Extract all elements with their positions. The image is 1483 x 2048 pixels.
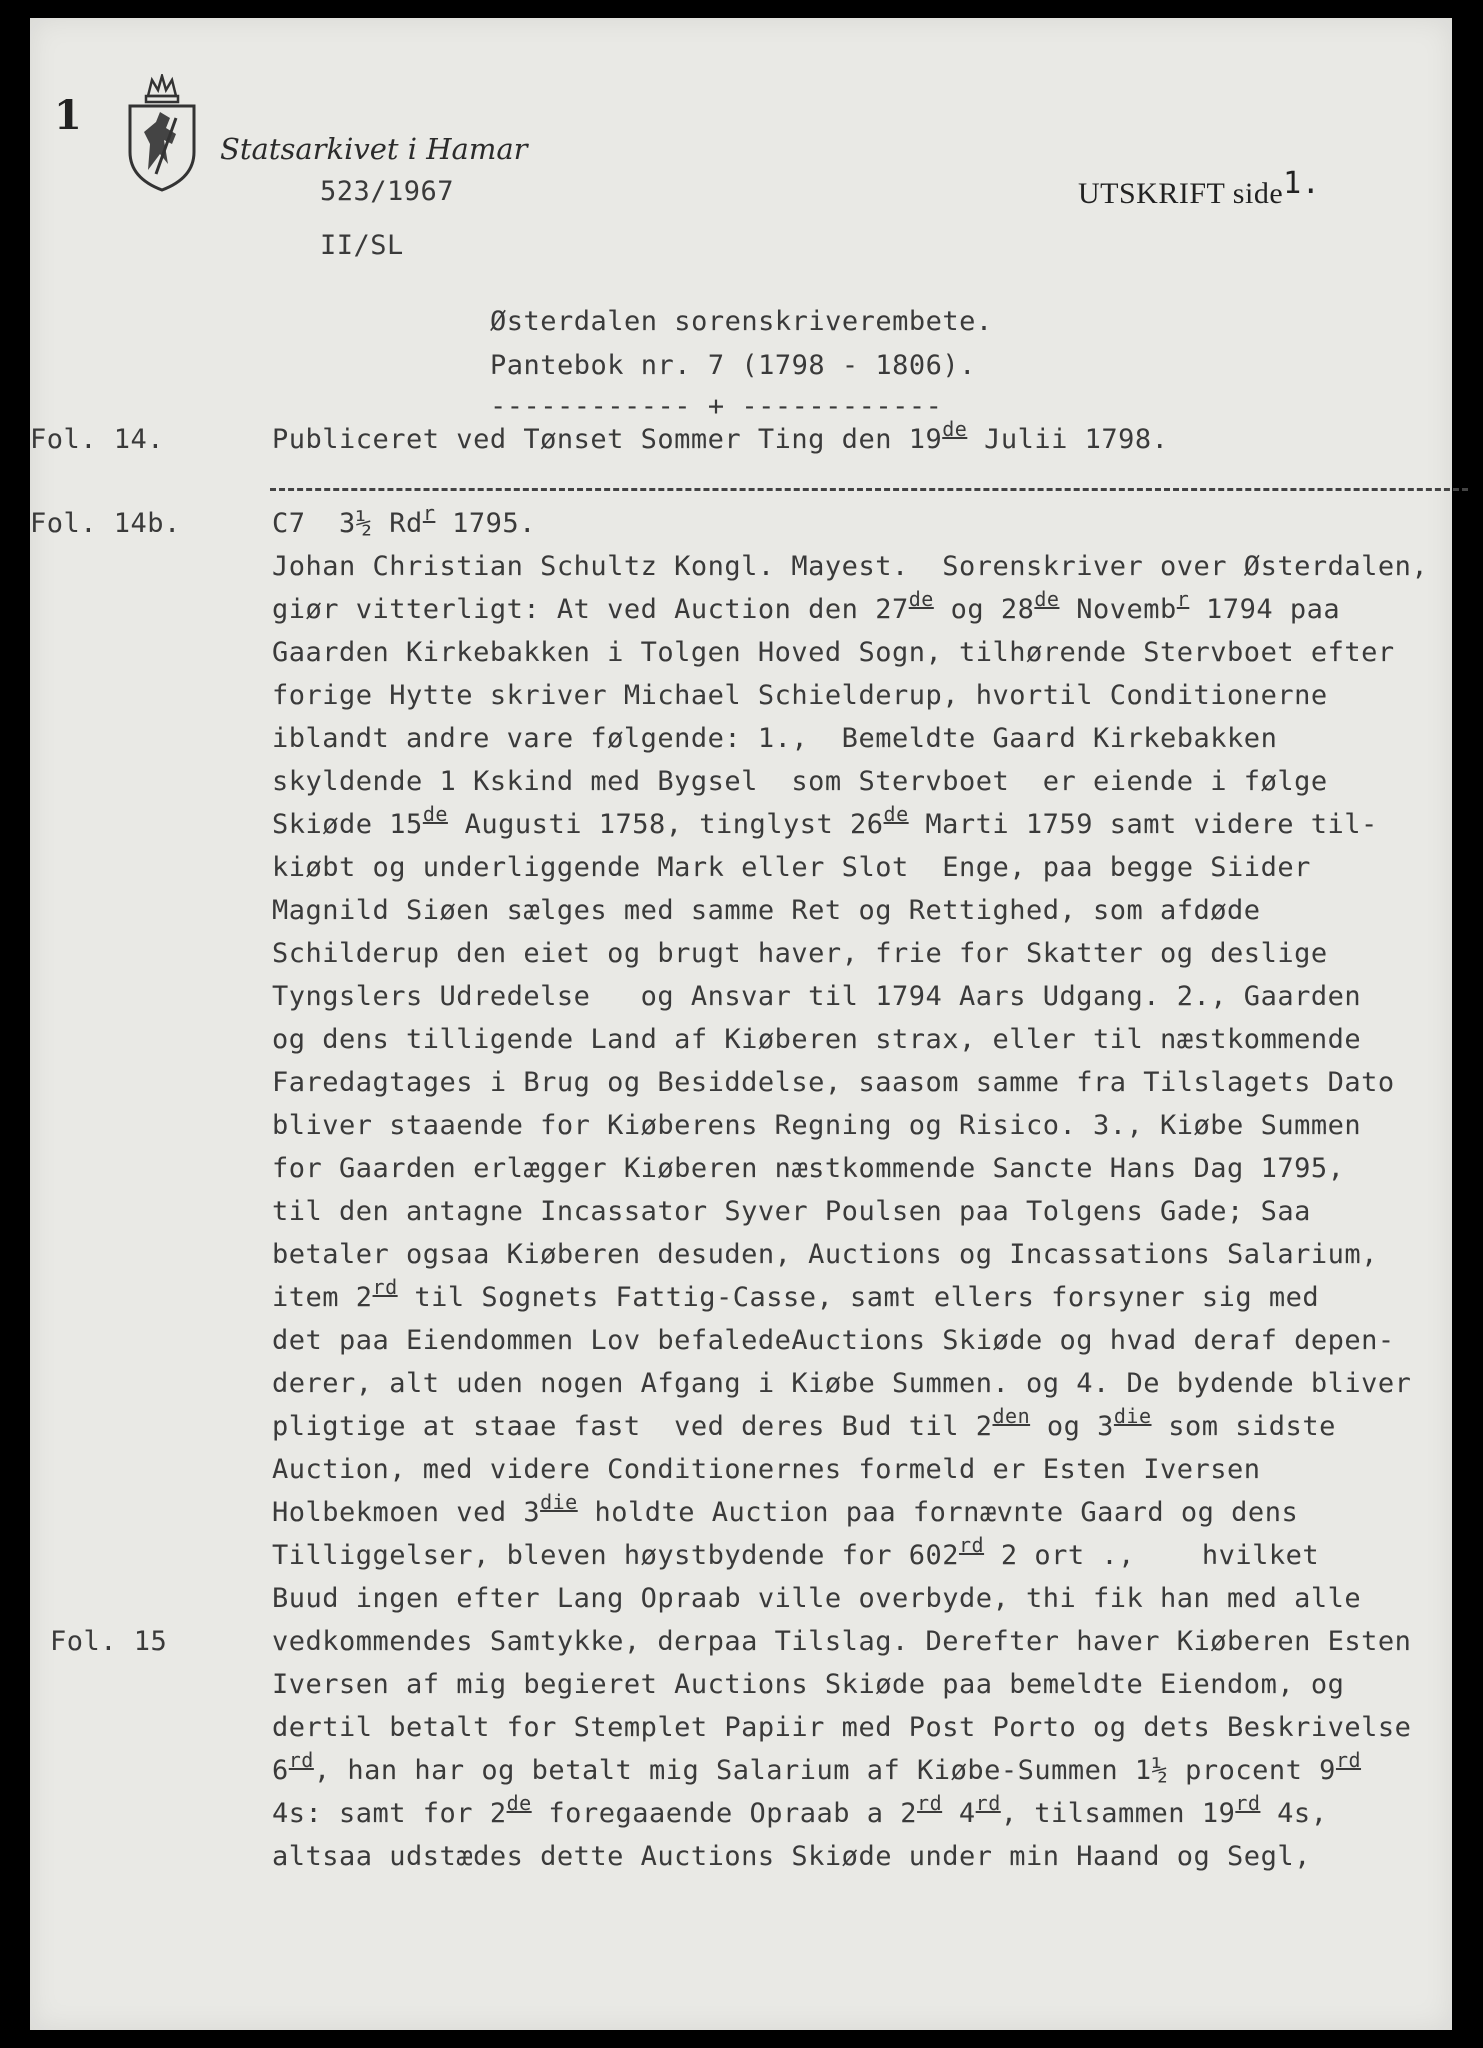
text-line-31: altsaa udstædes dette Auctions Skiøde under min Haand og Segl, xyxy=(272,1841,1311,1872)
text-line-15: for Gaarden erlægger Kiøberen næstkommende Sancte Hans Dag 1795, xyxy=(272,1153,1345,1184)
text-line-22: Auction, med videre Conditionernes formeld er Esten Iversen xyxy=(272,1454,1261,1485)
coat-of-arms-icon xyxy=(126,74,198,192)
reference-number: 523/1967 xyxy=(320,176,455,207)
utskrift-label: UTSKRIFT side1. xyxy=(1078,166,1321,210)
text-line-19: det paa Eiendommen Lov befaledeAuctions Skiøde og hvad deraf depen- xyxy=(272,1325,1395,1356)
text-line-30: 4s: samt for 2de foregaaende Opraab a 2rd 4rd, tilsammen 19rd 4s, xyxy=(272,1791,1328,1829)
page-number: 1. xyxy=(1283,166,1321,201)
text-line-1: Johan Christian Schultz Kongl. Mayest. Sorenskriver over Østerdalen, xyxy=(272,551,1429,582)
folio-14: Fol. 14. xyxy=(30,424,165,455)
published-line: Publiceret ved Tønset Sommer Ting den 19de Julii 1798. xyxy=(272,417,1169,455)
text-line-20: derer, alt uden nogen Afgang i Kiøbe Summen. og 4. De bydende bliver xyxy=(272,1368,1412,1399)
archive-name: Statsarkivet i Hamar xyxy=(220,132,528,166)
text-line-8: kiøbt og underliggende Mark eller Slot Enge, paa begge Siider xyxy=(272,852,1311,883)
text-line-12: og dens tilligende Land af Kiøberen strax, eller til næstkommende xyxy=(272,1024,1362,1055)
page-mark: 1 xyxy=(54,92,82,139)
text-line-3: Gaarden Kirkebakken i Tolgen Hoved Sogn, tilhørende Stervboet efter xyxy=(272,637,1395,668)
entry-heading: C7 3½ Rd$^r$ 1795. xyxy=(272,501,536,539)
text-line-17: betaler ogsaa Kiøberen desuden, Auctions og Incassations Salarium, xyxy=(272,1239,1378,1270)
reference-code: II/SL xyxy=(320,230,404,261)
horizontal-divider xyxy=(270,488,1468,491)
folio-14b: Fol. 14b. xyxy=(30,508,181,539)
text-line-11: Tyngslers Udredelse og Ansvar til 1794 Aars Udgang. 2., Gaarden xyxy=(272,981,1362,1012)
text-line-28: dertil betalt for Stemplet Papiir med Post Porto og dets Beskrivelse xyxy=(272,1712,1412,1743)
separator-line: ------------ + ------------ xyxy=(490,391,943,422)
text-line-25: Buud ingen efter Lang Opraab ville overbyde, thi fik han med alle xyxy=(272,1583,1362,1614)
folio-15: Fol. 15 xyxy=(50,1626,168,1657)
text-line-14: bliver staaende for Kiøberens Regning og Risico. 3., Kiøbe Summen xyxy=(272,1110,1362,1141)
text-line-9: Magnild Siøen sælges med samme Ret og Rettighed, som afdøde xyxy=(272,895,1261,926)
text-line-2: giør vitterligt: At ved Auction den 27de og 28de Novemb$^r$ 1794 paa xyxy=(272,587,1341,625)
office-heading: Østerdalen sorenskriverembete. xyxy=(490,306,993,337)
text-line-26: vedkommendes Samtykke, derpaa Tilslag. Derefter haver Kiøberen Esten xyxy=(272,1626,1412,1657)
text-line-16: til den antagne Incassator Syver Poulsen paa Tolgens Gade; Saa xyxy=(272,1196,1311,1227)
text-line-24: Tilliggelser, bleven høystbydende for 602rd 2 ort ., hvilket xyxy=(272,1533,1320,1571)
text-line-29: 6rd, han har og betalt mig Salarium af Kiøbe-Summen 1½ procent 9rd xyxy=(272,1748,1362,1786)
document-page xyxy=(30,18,1452,2030)
text-line-21: pligtige at staae fast ved deres Bud til $2^{den}$ og $3^{die}$ som sidste xyxy=(272,1404,1336,1442)
text-line-23: Holbekmoen ved $3^{die}$ holdte Auction paa fornævnte Gaard og dens xyxy=(272,1490,1299,1528)
text-line-13: Faredagtages i Brug og Besiddelse, saasom samme fra Tilslagets Dato xyxy=(272,1067,1395,1098)
text-line-10: Schilderup den eiet og brugt haver, frie for Skatter og deslige xyxy=(272,938,1328,969)
text-line-6: skyldende 1 Kskind med Bygsel som Stervboet er eiende i følge xyxy=(272,766,1328,797)
text-line-7: Skiøde 15de Augusti 1758, tinglyst 26de Marti 1759 samt videre til- xyxy=(272,802,1378,840)
text-line-4: forige Hytte skriver Michael Schielderup, hvortil Conditionerne xyxy=(272,680,1328,711)
text-line-27: Iversen af mig begieret Auctions Skiøde paa bemeldte Eiendom, og xyxy=(272,1669,1345,1700)
text-line-18: item 2rd til Sognets Fattig-Casse, samt ellers forsyner sig med xyxy=(272,1275,1320,1313)
book-heading: Pantebok nr. 7 (1798 - 1806). xyxy=(490,350,976,381)
text-line-5: iblandt andre vare følgende: 1., Bemeldte Gaard Kirkebakken xyxy=(272,723,1278,754)
